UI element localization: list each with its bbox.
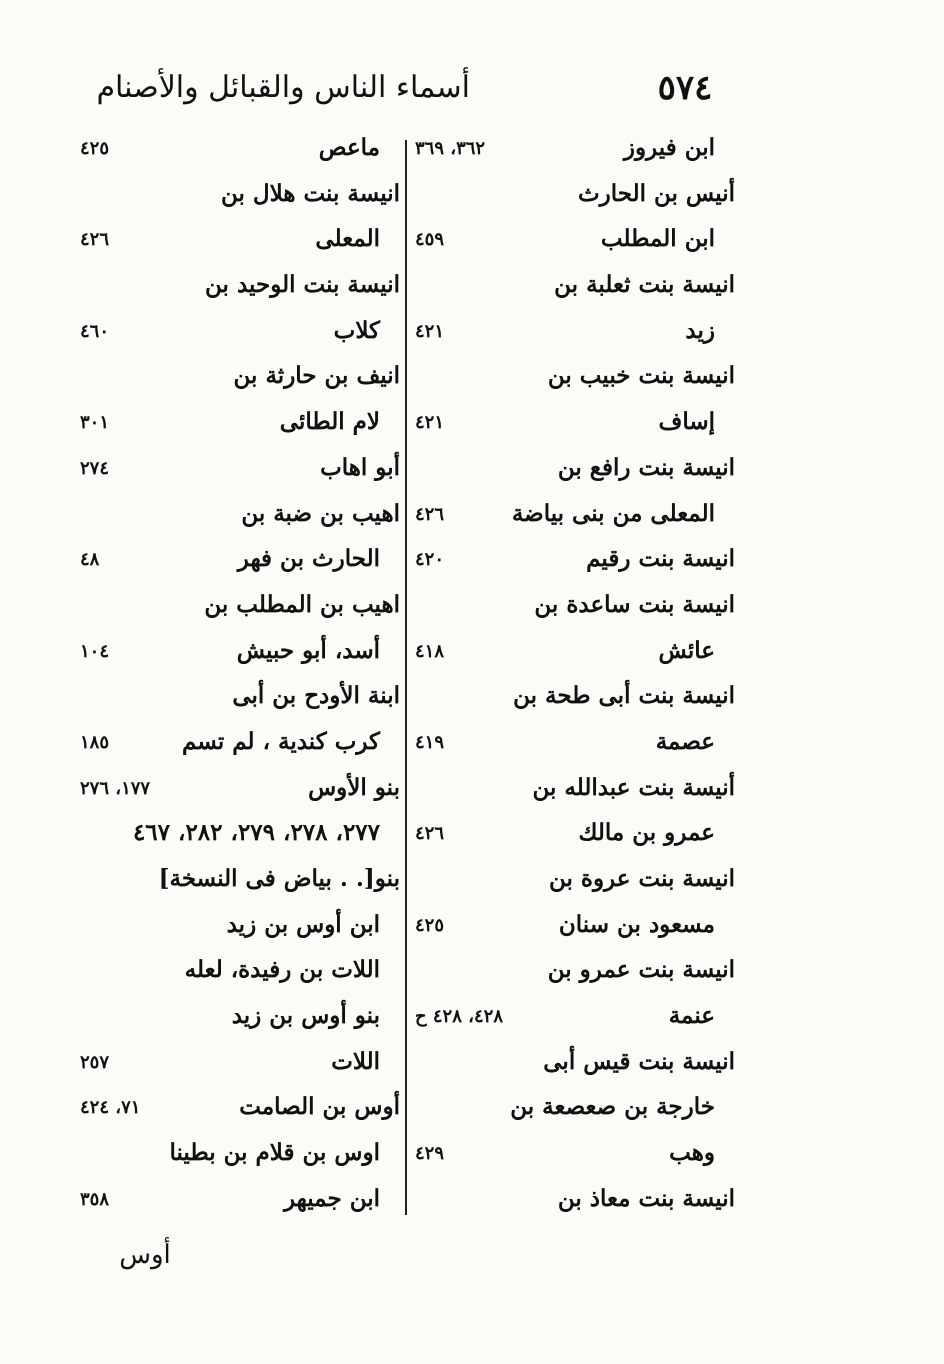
entry-pages: ٧١، ٤٢٤ [80,1097,141,1119]
index-entry [80,633,400,679]
right-column [415,130,735,1227]
entry-name: انيسة بنت أبى طحة بن [513,682,735,710]
entry-pages: ٤٢٠ [415,549,445,571]
entry-name: بنو الأوس [308,773,400,801]
index-entry [415,450,735,496]
index-entry [415,313,735,359]
index-entry [415,998,735,1044]
entry-pages: ٤١٨ [415,640,445,662]
index-entry [415,496,735,542]
index-entry [415,1044,735,1090]
index-entry [80,1044,400,1090]
entry-name: ابن المطلب [600,225,715,253]
entry-name: مسعود بن سنان [558,910,715,938]
index-entry [415,541,735,587]
entry-pages: ٤٦٠ [80,320,110,342]
entry-name: أسد، أبو حبيش [236,636,380,664]
entry-pages: ٤٢١ [415,412,445,434]
entry-pages: ٤٢٩ [415,1143,445,1165]
entry-name: اللات [331,1047,380,1075]
index-entry [80,541,400,587]
entry-name: أبو اهاب [320,453,400,481]
index-entry [80,404,400,450]
entry-pages: ١٠٤ [80,640,110,662]
entry-pages: ٢٥٧ [80,1051,110,1073]
index-entry [80,1135,400,1181]
index-entry [415,1181,735,1227]
index-entry [415,221,735,267]
entry-pages: ٣٠١ [80,412,110,434]
index-entry [415,861,735,907]
entry-name: ابن أوس بن زيد [226,910,380,938]
index-entry [415,358,735,404]
column-divider [405,140,407,1215]
entry-pages: ٤٢٥ [415,914,445,936]
index-entry [415,267,735,313]
index-entry [415,770,735,816]
index-entry [80,313,400,359]
entry-name: انيسة بنت رقيم [586,545,735,573]
entry-name: عصمة [655,727,715,755]
entry-name: خارجة بن صعصعة بن [510,1093,715,1121]
entry-name: أوس بن الصامت [239,1093,400,1121]
entry-name: المعلى من بنى بياضة [511,499,715,527]
entry-name: اهيب بن ضبة بن [241,499,400,527]
index-entry [80,450,400,496]
entry-name: عائش [658,636,715,664]
index-entry [415,633,735,679]
index-entry [415,952,735,998]
entry-name: إساف [658,408,715,436]
index-entry [415,587,735,633]
entry-name: كلاب [333,316,380,344]
entry-name: انيسة بنت قيس أبى [543,1047,735,1075]
entry-name: ٢٧٧، ٢٧٨، ٢٧٩، ٢٨٢، ٤٦٧ [132,819,380,847]
entry-name: انيف بن حارثة بن [233,362,400,390]
entry-name: انيسة بنت رافع بن [557,453,735,481]
entry-name: انيسة بنت عمرو بن [547,956,735,984]
entry-name: ماعص [318,134,380,161]
entry-name: بنو[. . بياض فى النسخة] [158,865,400,892]
index-entry [80,130,400,176]
entry-name: انيسة بنت معاذ بن [557,1184,735,1212]
entry-pages: ٤٢٨، ٤٢٨ ح [415,1006,503,1028]
entry-name: اللات بن رفيدة، لعله [184,956,380,984]
entry-name: وهب [669,1139,715,1167]
entry-name: أنيس بن الحارث [578,179,735,207]
entry-name: انيسة بنت ساعدة بن [534,590,735,618]
entry-name: الحارث بن فهر [237,545,380,573]
index-entry [415,1089,735,1135]
entry-pages: ١٧٧، ٢٧٦ [80,777,151,799]
entry-name: ابنة الأودح بن أبى [232,682,400,710]
entry-pages: ١٨٥ [80,731,110,753]
entry-name: انيسة بنت خبيب بن [547,362,735,390]
entry-name: عنمة [668,1002,715,1030]
entry-name: كرب كندية ، لم تسم [182,727,380,755]
entry-name: انيسة بنت هلال بن [220,179,400,207]
entry-pages: ٤٢٦ [415,503,445,525]
index-entry [80,221,400,267]
index-entry [80,176,400,222]
entry-name: زيد [685,316,715,344]
entry-name: المعلى [315,225,380,253]
entry-name: أنيسة بنت عبدالله بن [532,773,735,801]
index-entry [80,1181,400,1227]
index-entry [80,678,400,724]
index-entry [80,587,400,633]
entry-name: انيسة بنت الوحيد بن [205,271,400,299]
entry-name: ابن جميهر [283,1184,380,1212]
index-entry [80,496,400,542]
entry-pages: ٤١٩ [415,731,445,753]
entry-pages: ٤٥٩ [415,229,445,251]
index-entry [415,678,735,724]
entry-pages: ٤٢٦ [415,823,445,845]
index-entry [80,358,400,404]
index-entry [415,1135,735,1181]
entry-name: ابن فيروز [623,134,715,161]
entry-pages: ٤٢٥ [80,138,110,159]
entry-pages: ٤٨ [80,549,100,571]
index-entry [80,907,400,953]
index-entry [80,1089,400,1135]
entry-name: اوس بن قلام بن بطينا [169,1139,380,1167]
index-entry [415,907,735,953]
entry-pages: ٣٥٨ [80,1188,110,1210]
index-entry [80,861,400,907]
index-entry [80,267,400,313]
entry-pages: ٢٧٤ [80,457,110,479]
entry-name: انيسة بنت عروة بن [548,865,735,892]
index-entry [415,724,735,770]
entry-name: لام الطائى [279,408,380,436]
index-entry [415,130,735,176]
index-entry [80,998,400,1044]
index-entry [80,952,400,998]
index-entry [80,724,400,770]
catchword: أوس [119,1240,171,1270]
index-entry [80,815,400,861]
entry-name: اهيب بن المطلب بن [204,590,400,618]
entry-name: بنو أوس بن زيد [231,1002,380,1030]
entry-pages: ٤٢٦ [80,229,110,251]
entry-name: عمرو بن مالك [578,819,715,847]
entry-pages: ٣٦٢، ٣٦٩ [415,138,486,159]
page-number: ٥٧٤ [657,68,713,108]
index-entry [80,770,400,816]
page-title: أسماء الناس والقبائل والأصنام [96,70,470,105]
index-entry [415,815,735,861]
left-column [80,130,400,1227]
index-entry [415,176,735,222]
entry-name: انيسة بنت ثعلبة بن [554,271,735,299]
entry-pages: ٤٢١ [415,320,445,342]
index-entry [415,404,735,450]
